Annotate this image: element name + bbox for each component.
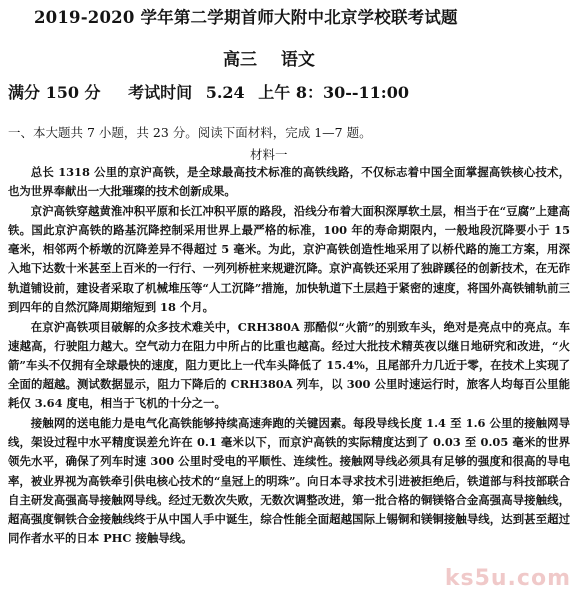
material-label: 材料一 bbox=[250, 147, 288, 162]
watermark: ks5u.com bbox=[444, 566, 571, 591]
full-score: 满分 150 分 bbox=[8, 83, 101, 102]
passage-paragraph: 总长 1318 公里的京沪高铁，是全球最高技术标准的高铁线路，不仅标志着中国全面掌握高铁核心技术，也为世界奉献出一大批璀璨的技术创新成果。 bbox=[8, 165, 570, 199]
exam-meta bbox=[8, 80, 431, 103]
exam-time: 上午 8：30--11:00 bbox=[258, 83, 409, 102]
time-label: 考试时间 bbox=[128, 83, 193, 102]
section-instruction: 一、本大题共 7 小题，共 23 分。阅读下面材料，完成 1—7 题。 bbox=[8, 125, 372, 140]
grade-label: 高三 bbox=[223, 50, 257, 70]
subject-label: 语文 bbox=[280, 50, 315, 70]
passage-paragraph: 京沪高铁穿越黄淮冲积平原和长江冲积平原的路段，沿线分布着大面积深厚软土层，相当于在“豆腐”上建高铁。国此京沪高铁的路基沉降控制采用世界上最严格的标准，100 年的寿命期限内，一般地段沉降要小于 15 毫米，相邻两个桥墩的沉降差异不得超过 5 毫米。为此，京沪高铁创造性地采用了以桥代路的施工方案，用深入地下达数十米甚至上百米的一行行、一列列桥桩来规避沉降。京沪高铁还采用了独辟蹊径的创新技术，在无砟轨道铺设前，建设者采取了机械堆压等“人工沉降”措施，加快轨道下土层趋于紧密的速度，将国外高铁铺轨前三到四年的自然沉降周期缩短到 18 个月。 bbox=[8, 204, 570, 314]
passage-paragraph: 接触网的送电能力是电气化高铁能够持续高速奔跑的关键因素。每段导线长度 1.4 至 1.6 公里的接触网导线，架设过程中水平精度误差允许在 0.1 毫米以下，而京沪高铁的实际精度达到了 0.03 至 0.05 毫米的世界领先水平，确保了列车时速 300 公里时受电的平顺性、连续性。接触网导线必须具有足够的强度和很高的导电率，被业界视为高铁牵引供电核心技术的“皇冠上的明珠”。向日本寻求技术引进被拒绝后，铁道部与科技部联合自主研发高强高导接触网导线。经过无数次失败，无数次调整改进，第一批合格的铜镁铬合金高强高导接触线，超高强度铜铁合金接触线终于从中国人手中诞生，综合性能全面超越国际上锡铜和镁铜接触导线，达到甚至超过同作者水平的日本 PHC 接触导线。 bbox=[8, 416, 570, 545]
exam-date: 5.24 bbox=[205, 83, 245, 102]
reading-passage bbox=[8, 163, 570, 549]
passage-paragraph: 在京沪高铁项目破解的众多技术难关中，CRH380A 那酷似“火箭”的别致车头，绝对是亮点中的亮点。车速越高，行驶阻力越大。空气动力在阻力中所占的比重也越高。经过大批技术精英夜以继日地研究和改进，“火箭”车头不仅拥有全球最快的速度，阻力更比上一代车头降低了 15.4%，且尾部升力几近于零，在技术上实现了全面的超越。测试数据显示，阻力下降后的 CRH380A 列车，以 300 公里时速运行时，旅客人均每百公里能耗仅 3.64 度电，相当于飞机的十分之一。 bbox=[8, 319, 570, 411]
exam-title: 2019-2020 学年第二学期首师大附中北京学校联考试题 bbox=[34, 8, 458, 27]
grade-subject bbox=[223, 45, 315, 70]
